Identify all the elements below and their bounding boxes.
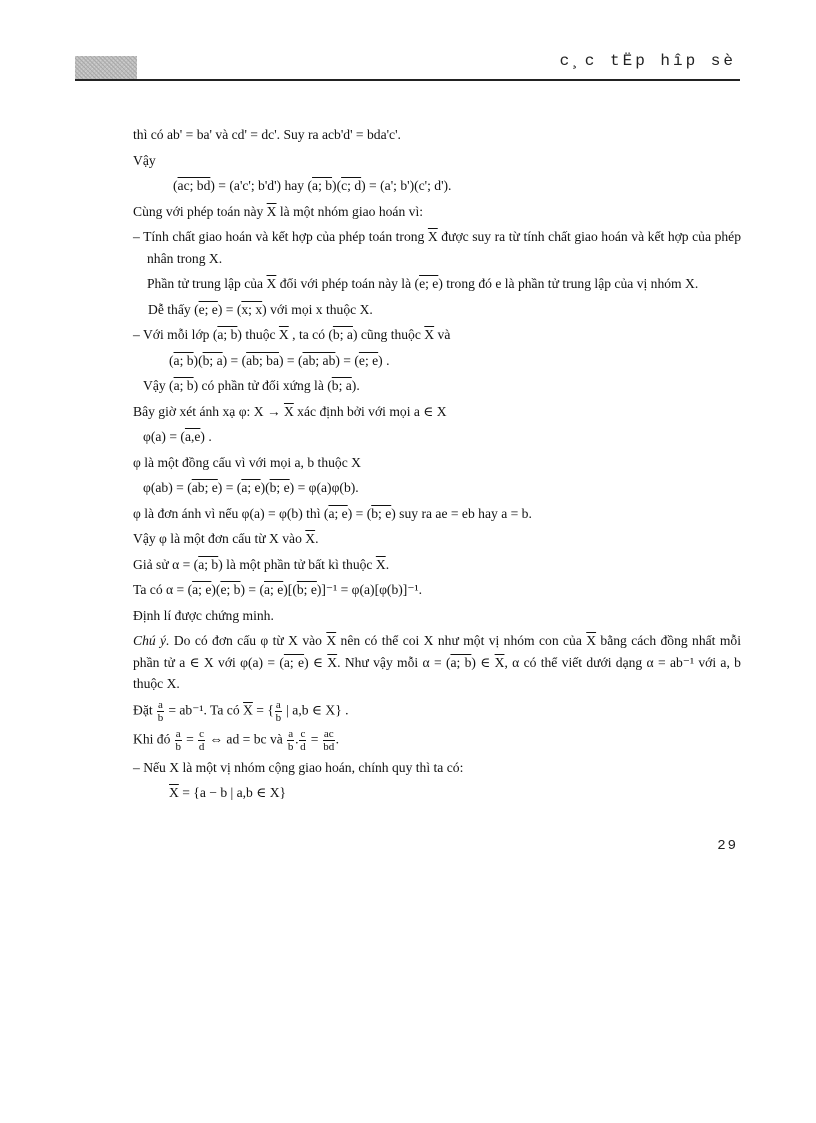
line-map: Bây giờ xét ánh xạ φ: $X \to \overline{X}$ xác định bởi với mọi a ∈ X xyxy=(133,403,447,419)
line-proved: Định lí được chứng minh. xyxy=(133,607,274,623)
fraction-a-b-set: $\frac{a}{b}$ xyxy=(275,698,282,724)
running-header-title: c¸c tËp hîp sè xyxy=(559,52,736,70)
note-paragraph: Chú ý. Do có đơn cấu φ từ X vào $\overline{X}$ nên có thể coi X như một vị nhóm con của $\overline{X}$ bằng cách đồng nhất mỗi phần tử a ∈ X với φ(a) = (a; e) ∈ $\overline{X}$. Như vậy mỗi α = (a; b) ∈ $\overline{X}$, α có thể viết dưới dạng α = ab⁻¹ với a, b thuộc X. xyxy=(133,633,741,691)
line-fraction-rules: Khi đó $\frac{a}{b}$ = $\frac{c}{d}$ ⇔ ad = bc và $\frac{a}{b}$ . $\frac{c}{d}$ = $\frac{ac}{bd}$ . xyxy=(133,727,340,753)
header-decor-block xyxy=(75,56,137,80)
line-monomorphism: Vậy φ là một đơn cấu từ X vào $\overline{X}$. xyxy=(133,531,319,546)
line-4: Cùng với phép toán này $\overline{X}$ là một nhóm giao hoán vì: xyxy=(133,203,423,219)
page-body xyxy=(133,124,741,808)
equation-1: (ac; bd) = (a'c'; b'd') hay (a; b)(c; d) = (a'; b')(c'; d'). xyxy=(173,178,452,193)
line-symmetric: Vậy (a; b) có phần tử đối xứng là (b; a). xyxy=(143,378,360,393)
header-rule xyxy=(75,79,740,81)
equation-3: φ(ab) = (ab; e) = (a; e)(b; e) = φ(a)φ(b). xyxy=(143,480,359,495)
line-suppose: Giả sử α = (a; b) là một phần tử bất kì thuộc $\overline{X}$. xyxy=(133,556,390,572)
item-neutral: Phần tử trung lập của $\overline{X}$ đối với phép toán này là (e; e) trong đó e là phần tử trung lập của vị nhóm X. xyxy=(147,276,699,291)
equation-5: $\overline{X} = \{a - b$ | a,b ∈ X} xyxy=(169,785,287,800)
line-homomorphism: φ là một đồng cấu vì với mọi a, b thuộc X xyxy=(133,454,361,470)
fraction-a-b: $\frac{a}{b}$ xyxy=(157,698,164,724)
line-injective: φ là đơn ánh vì nếu φ(a) = φ(b) thì (a; e) = (b; e) suy ra ae = eb hay a = b. xyxy=(133,505,532,521)
page-number: 29 xyxy=(717,838,738,854)
line-1: thì có ab' = ba' và cd' = dc'. Suy ra acb'd' = bda'c'. xyxy=(133,127,401,142)
equation-4: Ta có α = (a; e)(e; b) = (a; e)[(b; e)]⁻¹ = φ(a)[φ(b)]⁻¹. xyxy=(133,582,422,597)
line-2: Vậy xyxy=(133,152,156,168)
item-commutative: – Tính chất giao hoán và kết hợp của phép toán trong $\overline{X}$ được suy ra từ tính chất giao hoán và kết hợp của phép nhân trong X. xyxy=(133,229,741,266)
line-set-def: Đặt $\frac{a}{b}$ = ab⁻¹. Ta có $\overline{X}$ = { $\frac{a}{b}$ | a,b ∈ X} . xyxy=(133,698,349,724)
item-inverse: – Với mỗi lớp (a; b) thuộc $\overline{X}$ , ta có (b; a) cũng thuộc $\overline{X}$ và xyxy=(133,327,451,342)
line-easy-see: Dễ thấy (e; e) = (x; x) với mọi x thuộc X. xyxy=(148,301,373,317)
equation-2: (a; b)(b; a) = (ab; ba) = (ab; ab) = (e; e) . xyxy=(169,352,390,368)
line-phi-def: φ(a) = (a,e) . xyxy=(143,429,212,444)
line-additive: – Nếu X là một vị nhóm cộng giao hoán, chính quy thì ta có: xyxy=(133,759,464,775)
